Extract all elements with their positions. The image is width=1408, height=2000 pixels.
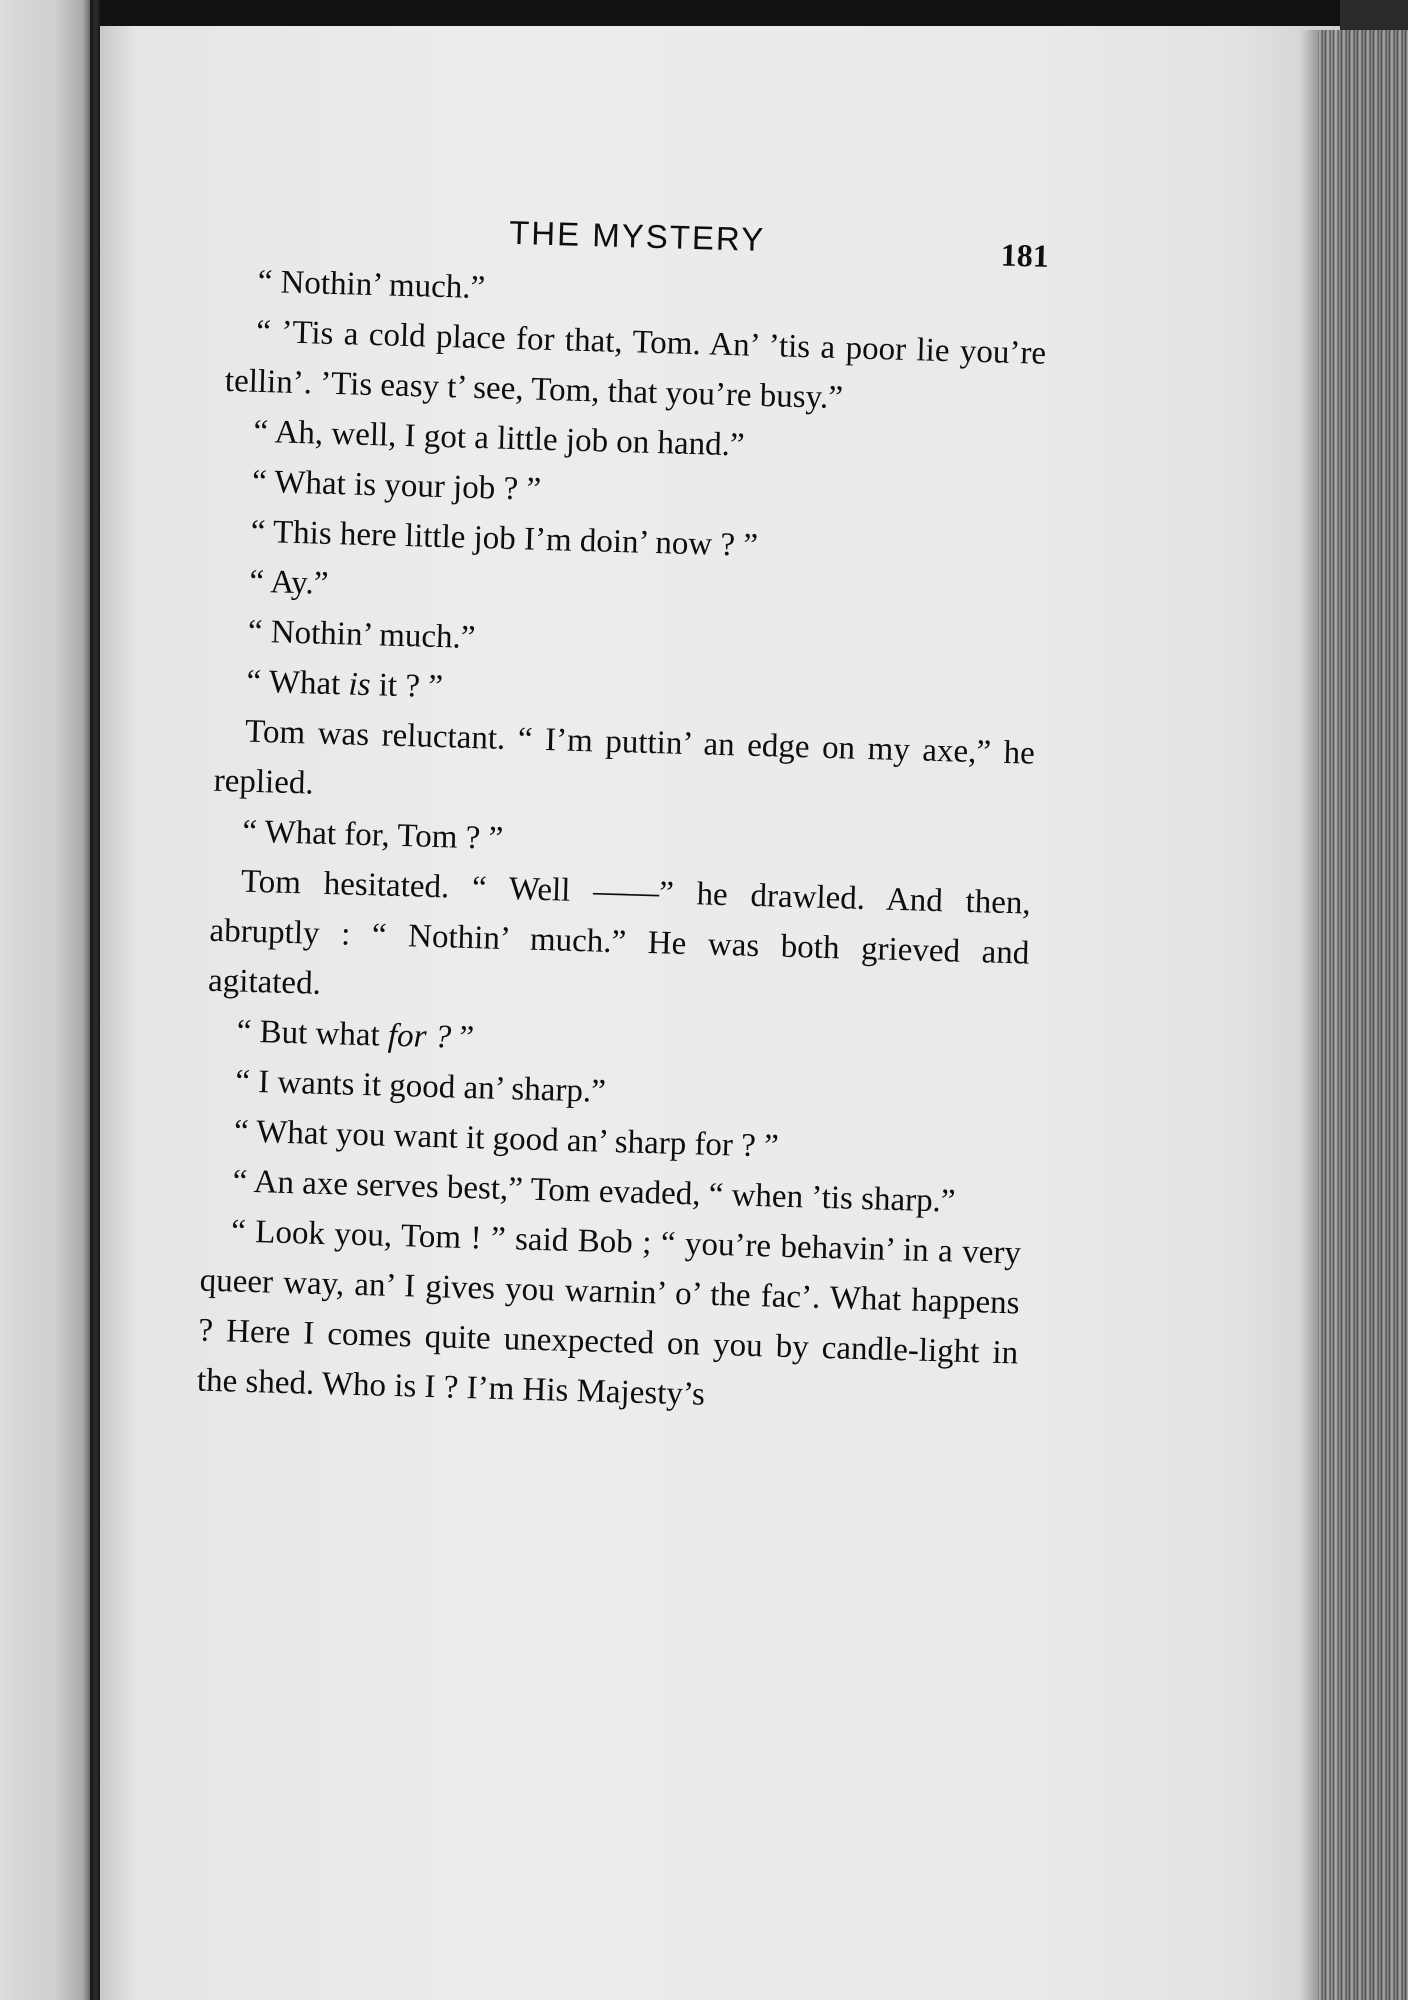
- paragraph: “ ’Tis a cold place for that, Tom. An’ ’tis a poor lie you’re tellin’. ’Tis easy t’ see, Tom, that you’re busy.”: [224, 313, 1047, 417]
- paragraph: “ I wants it good an’ sharp.”: [234, 1063, 607, 1110]
- paragraph-text: “ What: [246, 663, 350, 703]
- paragraph: “ Ay.”: [248, 563, 329, 602]
- left-facing-page-edge: [0, 0, 92, 2000]
- paragraph: “ An axe serves best,” Tom evaded, “ when ’tis sharp.”: [232, 1163, 956, 1220]
- paragraph-text: “ But what: [236, 1013, 389, 1054]
- paragraph: “ What you want it good an’ sharp for ? ”: [233, 1113, 780, 1165]
- italic-emphasis: for ?: [387, 1017, 452, 1056]
- paragraph: “ What for, Tom ? ”: [241, 813, 504, 857]
- paragraph: “ What is your job ? ”: [251, 463, 542, 508]
- paragraph: “ Nothin’ much.”: [257, 263, 486, 307]
- paragraph: “ Nothin’ much.”: [247, 613, 476, 657]
- paragraph: Tom hesitated. “ Well ——” he drawled. And then, abruptly : “ Nothin’ much.” He was both grieved and agitated.: [207, 863, 1032, 1002]
- paragraph: “ Ah, well, I got a little job on hand.”: [253, 413, 746, 464]
- paragraph-text: ”: [450, 1019, 475, 1057]
- paragraph: “ Look you, Tom ! ” said Bob ; “ you’re behavin’ in a very queer way, an’ I gives you warnin’ o’ the fac’. What happens ? Here I comes quite unexpected on you by candle-light in the shed. Who is I ? I’m His Majesty’s: [196, 1213, 1022, 1413]
- page-edges-stack: [1318, 30, 1408, 2000]
- page-number: 181: [1000, 236, 1050, 274]
- paragraph: Tom was reluctant. “ I’m puttin’ an edge on my axe,” he replied.: [213, 713, 1036, 802]
- paragraph: “ This here little job I’m doin’ now ? ”: [250, 513, 759, 564]
- page-text-block: [196, 200, 1049, 1428]
- italic-emphasis: is: [348, 666, 372, 704]
- paragraph-text: it ? ”: [370, 667, 444, 706]
- running-head-title: THE MYSTERY: [508, 213, 766, 258]
